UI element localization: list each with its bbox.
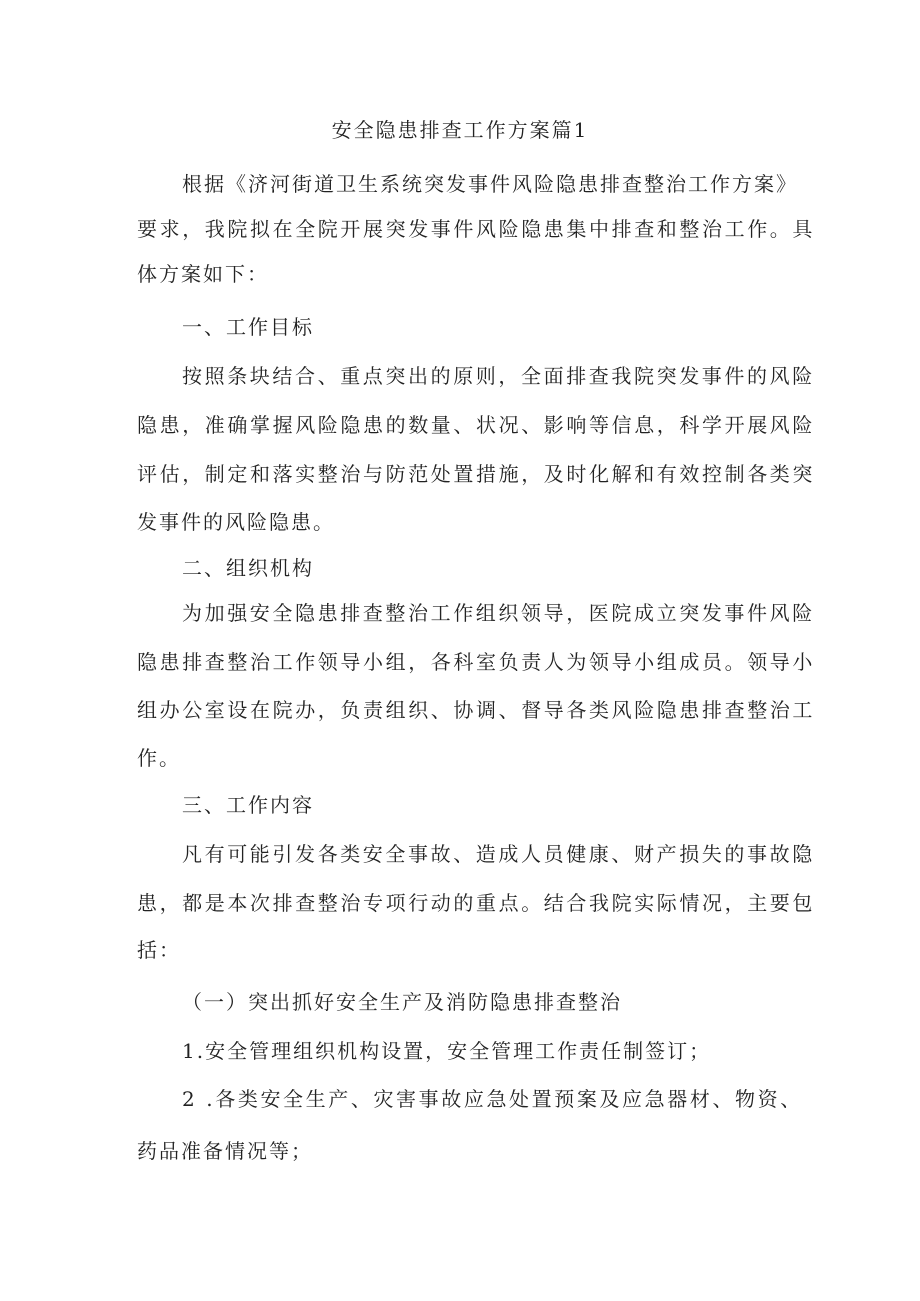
paragraph-line: 根据《济河街道卫生系统突发事件风险隐患排查整治工作方案》 <box>182 172 798 196</box>
section-heading: 一、工作目标 <box>182 315 314 339</box>
section-heading: 三、工作内容 <box>182 793 314 817</box>
paragraph-line: 组办公室设在院办，负责组织、协调、督导各类风险隐患排查整治工 <box>137 698 815 722</box>
paragraph-line: 为加强安全隐患排查整治工作组织领导，医院成立突发事件风险 <box>182 601 815 625</box>
paragraph-line: 要求，我院拟在全院开展突发事件风险隐患集中排查和整治工作。具 <box>137 217 815 241</box>
paragraph-line: 凡有可能引发各类安全事故、造成人员健康、财产损失的事故隐 <box>182 842 815 866</box>
paragraph-line: 括： <box>137 938 181 962</box>
document-title: 安全隐患排查工作方案篇1 <box>331 118 589 142</box>
paragraph-line: 作。 <box>137 746 181 770</box>
paragraph-line: 隐患排查整治工作领导小组，各科室负责人为领导小组成员。领导小 <box>137 650 815 674</box>
paragraph-line: 隐患，准确掌握风险隐患的数量、状况、影响等信息，科学开展风险 <box>137 413 815 437</box>
list-item: 2 .各类安全生产、灾害事故应急处置预案及应急器材、物资、 <box>182 1087 803 1111</box>
list-item-continuation: 药品准备情况等； <box>137 1139 313 1163</box>
list-item: 1.安全管理组织机构设置，安全管理工作责任制签订； <box>182 1039 712 1063</box>
section-heading: 二、组织机构 <box>182 556 314 580</box>
paragraph-line: 按照条块结合、重点突出的原则，全面排查我院突发事件的风险 <box>182 364 815 388</box>
paragraph-line: 患，都是本次排查整治专项行动的重点。结合我院实际情况，主要包 <box>137 891 815 915</box>
subsection-heading: （一）突出抓好安全生产及消防隐患排查整治 <box>182 990 622 1014</box>
paragraph-line: 发事件的风险隐患。 <box>137 510 335 534</box>
paragraph-line: 体方案如下： <box>137 262 269 286</box>
paragraph-line: 评估，制定和落实整治与防范处置措施，及时化解和有效控制各类突 <box>137 462 815 486</box>
